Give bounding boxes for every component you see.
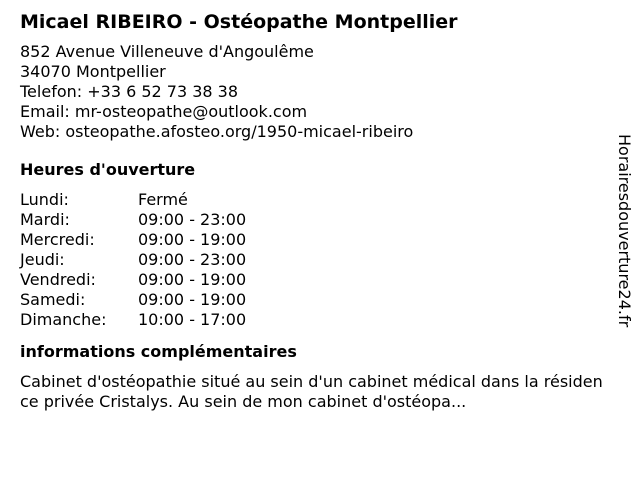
- hours-row-sunday: [20, 310, 610, 330]
- street-address: 852 Avenue Villeneuve d'Angoulême: [20, 42, 314, 61]
- business-listing: [20, 10, 610, 412]
- email-address: Email: mr-osteopathe@outlook.com: [20, 102, 308, 121]
- day-label: Samedi:: [20, 290, 86, 309]
- hours-row-thursday: [20, 250, 610, 270]
- page-title: Micael RIBEIRO - Ostéopathe Montpellier: [20, 11, 458, 33]
- time-value: 09:00 - 23:00: [138, 210, 247, 229]
- hours-row-friday: [20, 270, 610, 290]
- info-heading: informations complémentaires: [20, 342, 297, 361]
- day-label: Mardi:: [20, 210, 70, 229]
- phone-number: Telefon: +33 6 52 73 38 38: [20, 82, 239, 101]
- hours-row-wednesday: [20, 230, 610, 250]
- contact-block: [20, 42, 610, 142]
- day-label: Jeudi:: [20, 250, 65, 269]
- time-value: 09:00 - 19:00: [138, 290, 247, 309]
- time-value: 09:00 - 23:00: [138, 250, 247, 269]
- time-value: 10:00 - 17:00: [138, 310, 247, 329]
- hours-table: [20, 190, 610, 330]
- hours-row-tuesday: [20, 210, 610, 230]
- day-label: Vendredi:: [20, 270, 96, 289]
- day-label: Mercredi:: [20, 230, 95, 249]
- day-label: Lundi:: [20, 190, 69, 209]
- hours-row-monday: [20, 190, 610, 210]
- info-description: Cabinet d'ostéopathie situé au sein d'un cabinet médical dans la résidence privée Cristalys. Au sein de mon cabinet d'ostéopa...: [20, 372, 603, 411]
- hours-row-saturday: [20, 290, 610, 310]
- city-address: 34070 Montpellier: [20, 62, 166, 81]
- hours-heading: Heures d'ouverture: [20, 160, 196, 179]
- time-value: 09:00 - 19:00: [138, 230, 247, 249]
- time-value: Fermé: [138, 190, 188, 209]
- website-address: Web: osteopathe.afosteo.org/1950-micael-ribeiro: [20, 122, 414, 141]
- day-label: Dimanche:: [20, 310, 107, 329]
- time-value: 09:00 - 19:00: [138, 270, 247, 289]
- brand-watermark: Horairesdouverture24.fr: [615, 134, 634, 328]
